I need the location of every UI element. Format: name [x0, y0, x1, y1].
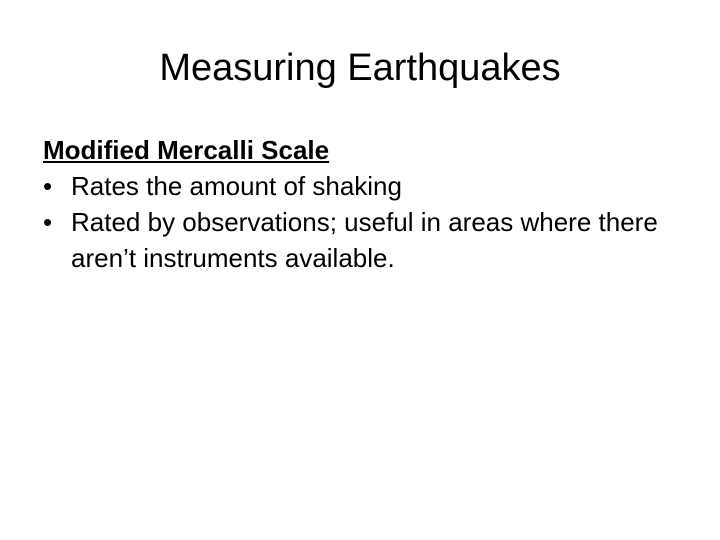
bullet-text: Rates the amount of shaking [71, 171, 402, 201]
bullet-icon: • [43, 171, 53, 201]
bullet-text: Rated by observations; useful in areas where there aren’t instruments available. [71, 207, 658, 273]
slide-content [43, 132, 683, 276]
slide-title: Measuring Earthquakes [159, 47, 561, 89]
bullet-list [43, 168, 683, 276]
bullet-icon: • [43, 207, 53, 237]
bullet-item [43, 168, 683, 204]
bullet-item [43, 204, 683, 276]
section-heading: Modified Mercalli Scale [43, 135, 330, 165]
